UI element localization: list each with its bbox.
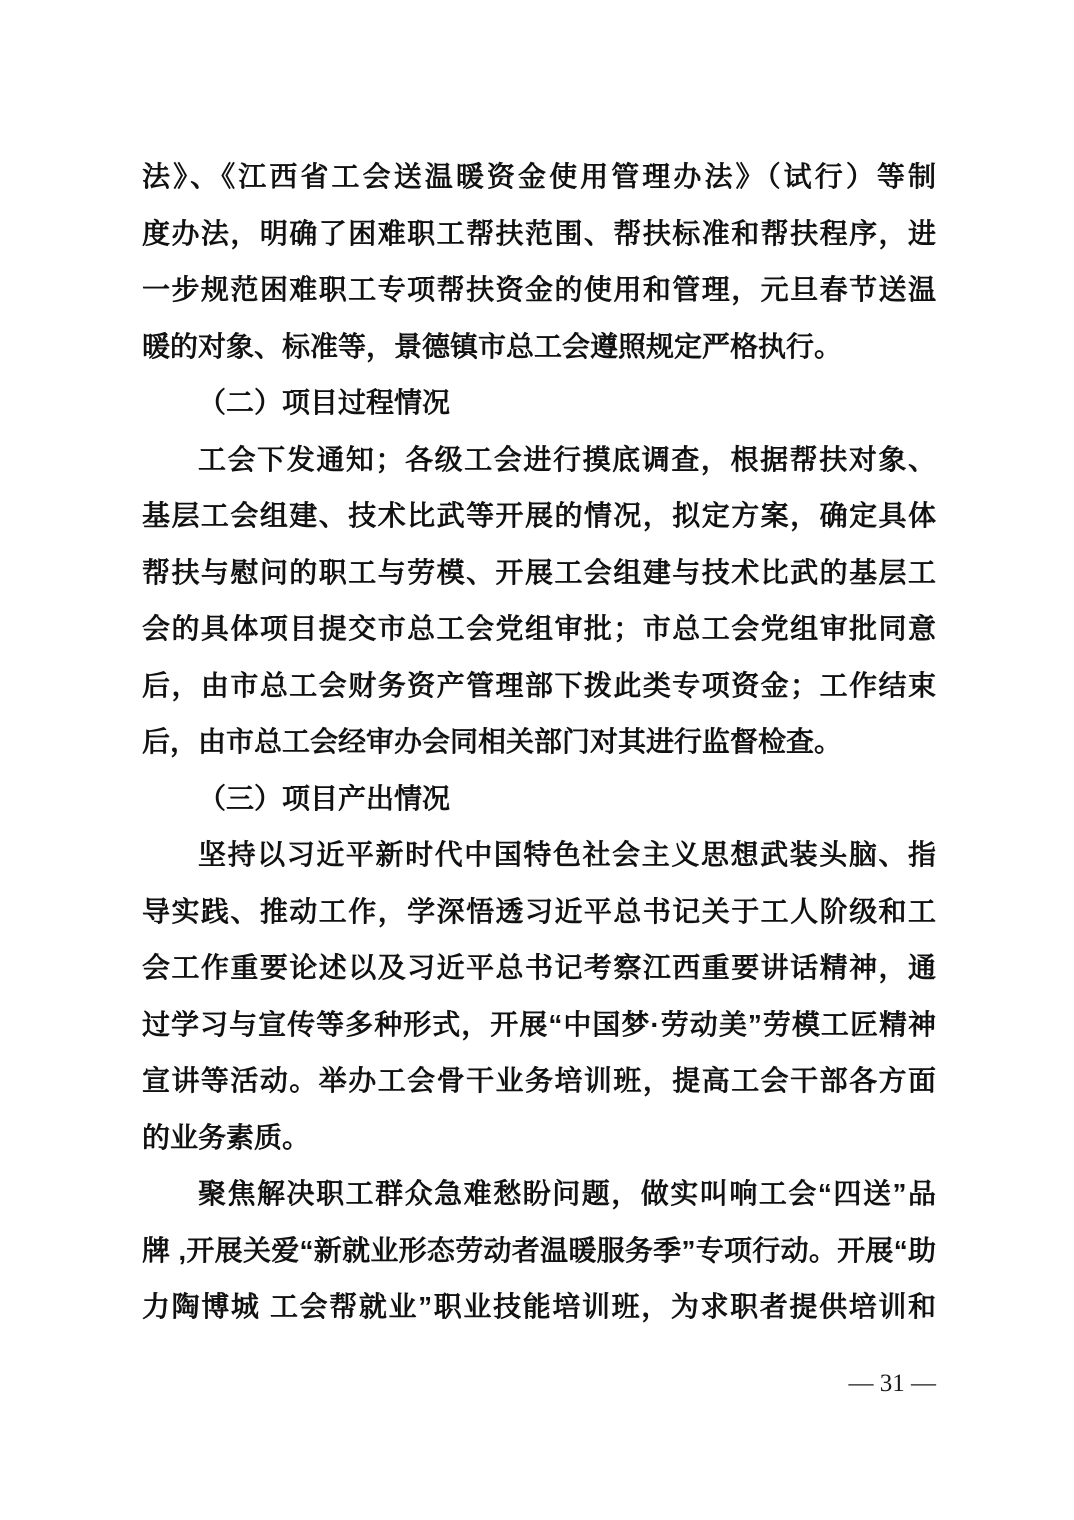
text-line: 会工作重要论述以及习近平总书记考察江西重要讲话精神，通	[142, 952, 936, 983]
text-line: 宣讲等活动。举办工会骨干业务培训班，提高工会干部各方面	[142, 1065, 936, 1096]
text-line: 度办法，明确了困难职工帮扶范围、帮扶标准和帮扶程序，进	[142, 217, 936, 249]
text-line: 法》、《江西省工会送温暖资金使用管理办法》（试行）等制	[142, 161, 936, 192]
text-line: 导实践、推动工作，学深悟透习近平总书记关于工人阶级和工	[142, 895, 936, 927]
text-line: 帮扶与慰问的职工与劳模、开展工会组建与技术比武的基层工	[142, 556, 936, 588]
document-body	[142, 149, 936, 1336]
text-line: 过学习与宣传等多种形式，开展“中国梦·劳动美”劳模工匠精神	[142, 1008, 936, 1040]
paragraph-output-1	[142, 827, 936, 1166]
paragraph-intro-continued	[142, 149, 936, 375]
section-heading-2	[142, 375, 936, 432]
paragraph-output-2	[142, 1166, 936, 1336]
paragraph-process	[142, 432, 936, 771]
text-line: 牌 ,开展关爱“新就业形态劳动者温暖服务季”专项行动。开展“助	[142, 1234, 936, 1266]
text-line: 后，由市总工会经审办会同相关部门对其进行监督检查。	[142, 726, 843, 757]
text-line: 后，由市总工会财务资产管理部下拨此类专项资金；工作结束	[142, 669, 936, 701]
text-line: 一步规范困难职工专项帮扶资金的使用和管理，元旦春节送温	[142, 274, 936, 305]
text-line: 暖的对象、标准等，景德镇市总工会遵照规定严格执行。	[142, 330, 843, 362]
text-line: 工会下发通知；各级工会进行摸底调查，根据帮扶对象、	[198, 443, 936, 475]
heading-line: （三）项目产出情况	[198, 782, 451, 814]
text-line: 会的具体项目提交市总工会党组审批；市总工会党组审批同意	[142, 613, 936, 644]
section-heading-3	[142, 771, 936, 828]
text-line: 坚持以习近平新时代中国特色社会主义思想武装头脑、指	[198, 839, 936, 870]
text-line: 力陶博城 工会帮就业”职业技能培训班，为求职者提供培训和	[142, 1291, 936, 1322]
text-line: 的业务素质。	[142, 1121, 311, 1153]
text-line: 基层工会组建、技术比武等开展的情况，拟定方案，确定具体	[142, 500, 936, 531]
page-number: — 31 —	[848, 1370, 936, 1397]
heading-line: （二）项目过程情况	[198, 387, 451, 418]
text-line: 聚焦解决职工群众急难愁盼问题，做实叫响工会“四送”品	[198, 1178, 936, 1209]
